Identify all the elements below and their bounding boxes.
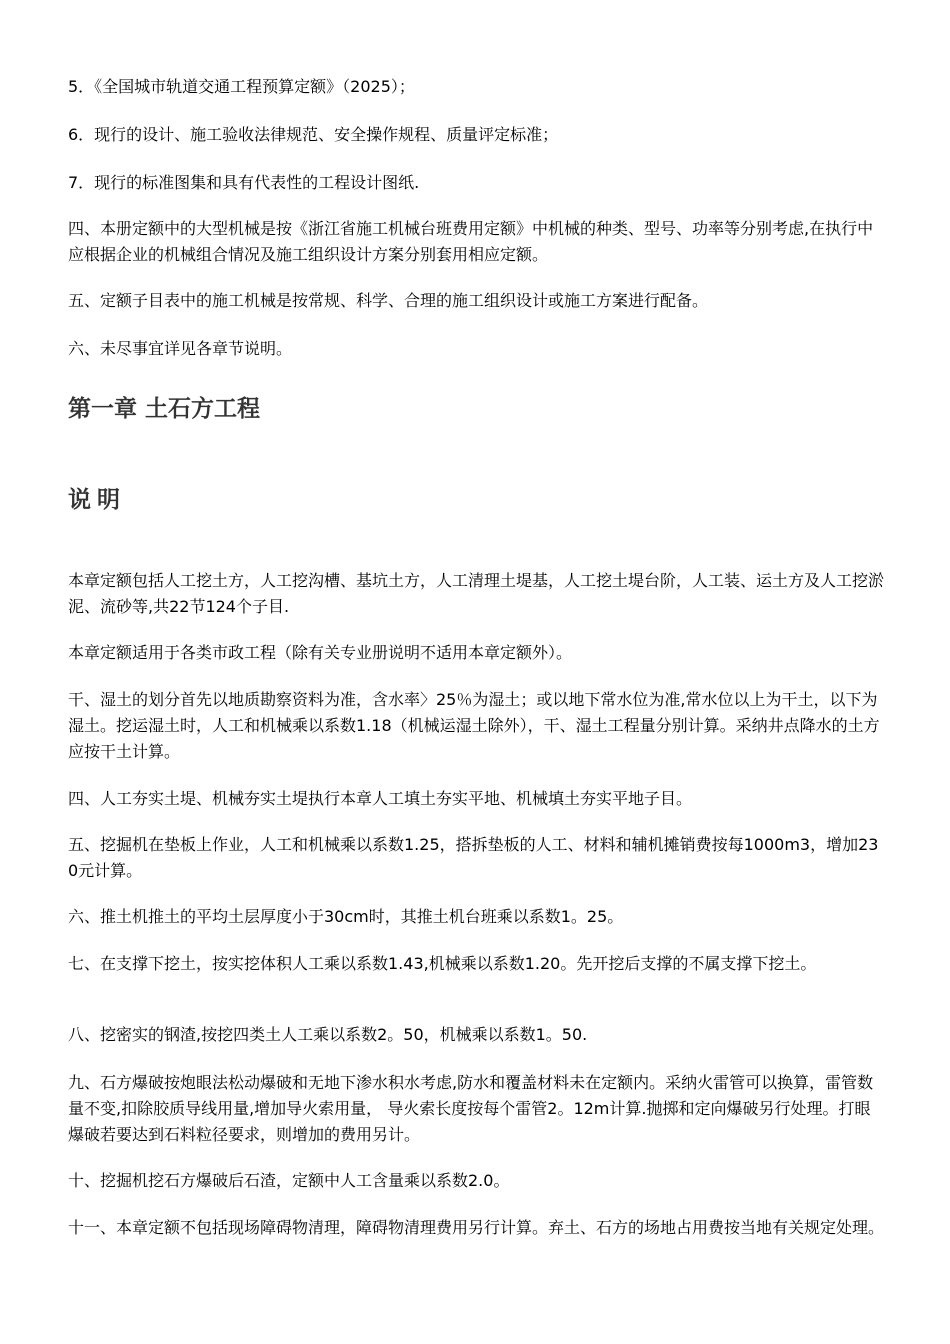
clause-4-large-machinery: 四、本册定额中的大型机械是按《浙江省施工机械台班费用定额》中机械的种类、型号、功率等分别考虑,在执行中应根据企业的机械组合情况及施工组织设计方案分别套用相应定额。	[68, 219, 874, 264]
clause-6-other-matters: 六、未尽事宜详见各章节说明。	[68, 339, 293, 358]
body-paragraph-4: 四、人工夯实土堤、机械夯实土堤执行本章人工填土夯实平地、机械填土夯实平地子目。	[68, 789, 693, 808]
body-paragraph-applicability: 本章定额适用于各类市政工程（除有关专业册说明不适用本章定额外）。	[68, 643, 573, 662]
body-paragraph-5: 五、挖掘机在垫板上作业，人工和机械乘以系数1.25，搭拆垫板的人工、材料和辅机摊销费按每1000m3，增加230元计算。	[68, 835, 879, 880]
list-item-6: 6．现行的设计、施工验收法律规范、安全操作规程、质量评定标准；	[68, 125, 559, 144]
body-paragraph-9: 九、石方爆破按炮眼法松动爆破和无地下渗水积水考虑,防水和覆盖材料未在定额内。采纳火雷管可以换算，雷管数量不变,扣除胶质导线用量,增加导火索用量， 导火索长度按每个雷管2。12m计算.抛掷和定向爆破另行处理。打眼爆破若要达到石料粒径要求，则增加的费用另计。	[68, 1073, 874, 1144]
list-item-5: 5．《全国城市轨道交通工程预算定额》（2025）；	[68, 77, 415, 96]
body-paragraph-10: 十、挖掘机挖石方爆破后石渣，定额中人工含量乘以系数2.0。	[68, 1171, 510, 1190]
clause-5-construction-machinery: 五、定额子目表中的施工机械是按常规、科学、合理的施工组织设计或施工方案进行配备。	[68, 291, 709, 310]
body-paragraph-scope: 本章定额包括人工挖土方，人工挖沟槽、基坑土方，人工清理土堤基，人工挖土堤台阶，人工装、运土方及人工挖淤泥、流砂等,共22节124个子目.	[68, 571, 885, 616]
body-paragraph-6: 六、推土机推土的平均土层厚度小于30cm时，其推土机台班乘以系数1。25。	[68, 907, 624, 926]
body-paragraph-dry-wet-soil: 干、湿土的划分首先以地质勘察资料为准，含水率〉25％为湿土；或以地下常水位为准,常水位以上为干土，以下为湿土。挖运湿土时，人工和机械乘以系数1.18（机械运湿土除外），干、湿土工程量分别计算。采纳井点降水的土方应按干土计算。	[68, 690, 880, 761]
body-paragraph-7: 七、在支撑下挖土，按实挖体积人工乘以系数1.43,机械乘以系数1.20。先开挖后支撑的不属支撑下挖土。	[68, 954, 817, 973]
body-paragraph-8: 八、挖密实的钢渣,按挖四类土人工乘以系数2。50，机械乘以系数1。50.	[68, 1025, 588, 1044]
list-item-7: 7．现行的标准图集和具有代表性的工程设计图纸.	[68, 173, 420, 192]
body-paragraph-11: 十一、本章定额不包括现场障碍物清理，障碍物清理费用另行计算。弃土、石方的场地占用费按当地有关规定处理。	[68, 1218, 885, 1237]
section-title: 说明	[68, 486, 126, 513]
chapter-title: 第一章 土石方工程	[68, 395, 261, 422]
